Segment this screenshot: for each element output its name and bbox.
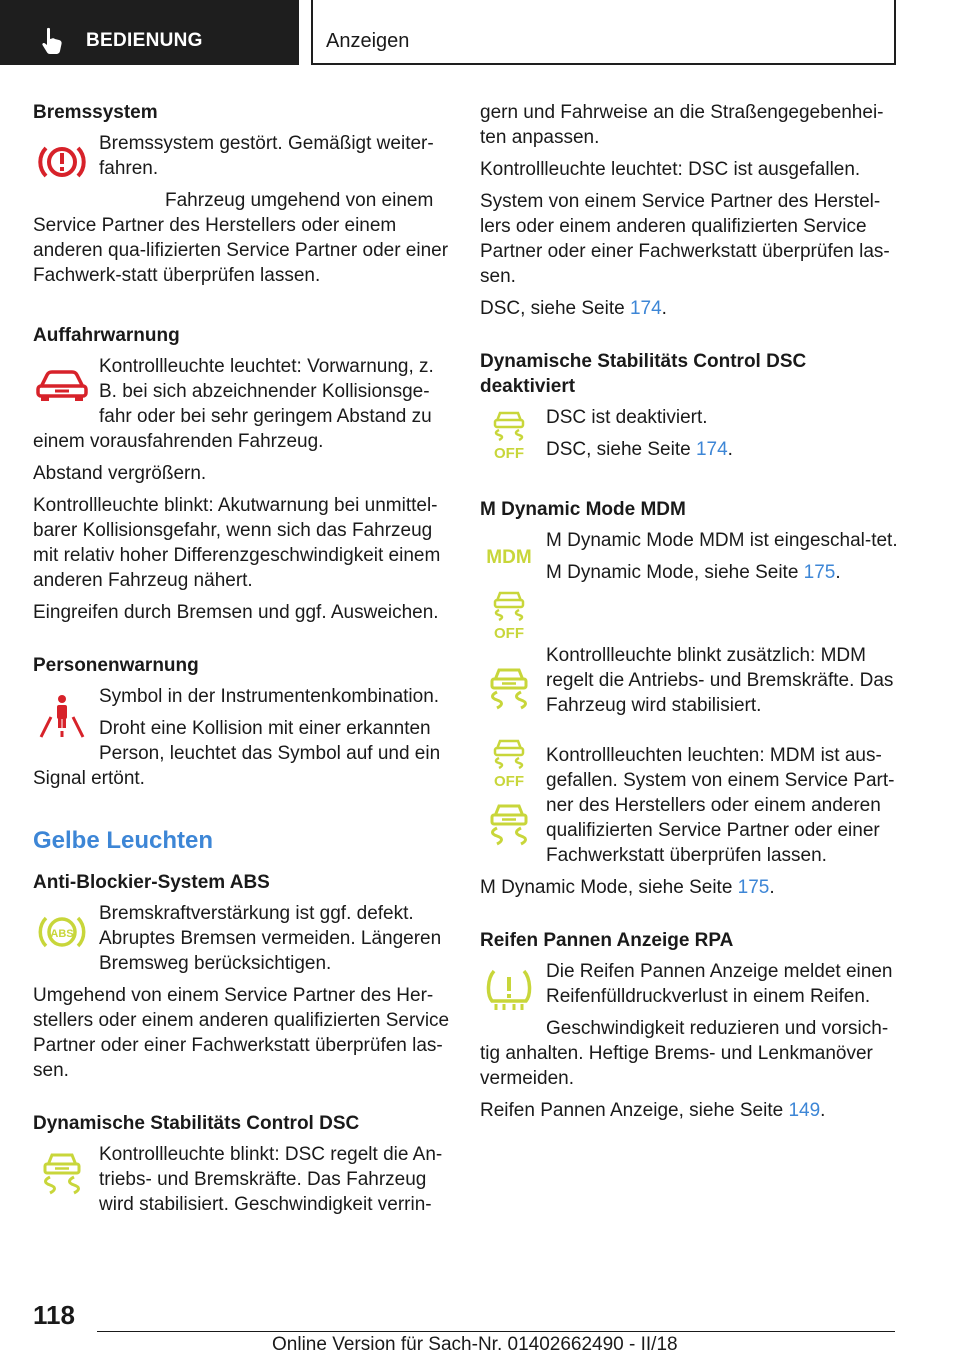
rpa-text-2: Geschwindigkeit reduzieren und vorsich-tig anhalten. Heftige Brems- und Lenkmanöver vermeiden. xyxy=(480,1018,889,1089)
mdm-icons-1 xyxy=(480,528,538,856)
mdm-page-link[interactable]: 175 xyxy=(803,562,836,583)
car-collision-icon xyxy=(33,358,91,412)
dsc-page-link[interactable]: 174 xyxy=(629,298,662,319)
mdm-text-wrap xyxy=(546,528,900,875)
svg-text:OFF: OFF xyxy=(494,773,524,790)
dsc-off-icon-2 xyxy=(480,588,538,644)
dsc-cont-text-2: Kontrollleuchte leuchtet: DSC ist ausgefallen. xyxy=(480,159,861,180)
brake-text-2: Fahrzeug umgehend von einem Service Partner des Herstellers oder einem anderen qua-lifizierten Service Partner oder einer Fachwerk-statt überprüfen lassen. xyxy=(33,190,449,286)
dsc-off-page-link[interactable]: 174 xyxy=(695,439,728,460)
brake-warning-icon xyxy=(33,135,91,189)
mdm-ref: M Dynamic Mode, siehe Seite 175. xyxy=(546,562,841,583)
mdm-ref-2: M Dynamic Mode, siehe Seite 175. xyxy=(480,877,775,898)
right-column xyxy=(480,100,900,1130)
left-column xyxy=(33,100,453,1224)
dsc-off-section xyxy=(480,349,900,469)
mdm-title: M Dynamic Mode MDM xyxy=(480,499,686,520)
mdm-icon xyxy=(480,528,538,584)
footer-divider xyxy=(97,1331,895,1332)
collision-text-4: Eingreifen durch Bremsen und ggf. Ausweichen. xyxy=(33,602,439,623)
abs-section xyxy=(33,870,453,1083)
rpa-ref: Reifen Pannen Anzeige, siehe Seite 149. xyxy=(480,1100,826,1121)
subsection-title: Anzeigen xyxy=(326,30,410,52)
rpa-page-link[interactable]: 149 xyxy=(788,1100,821,1121)
dsc-continued xyxy=(480,100,900,321)
dsc-cont-ref: DSC, siehe Seite 174. xyxy=(480,298,667,319)
svg-text:OFF: OFF xyxy=(494,445,524,462)
dsc-title: Dynamische Stabilitäts Control DSC xyxy=(33,1113,360,1134)
svg-text:OFF: OFF xyxy=(494,625,524,642)
dsc-cont-text-3: System von einem Service Partner des Herstel-lers oder einem anderen qualifizierten Service Partner oder einer Fachwerkstatt überprüfen las-sen. xyxy=(480,191,890,287)
person-title: Personenwarnung xyxy=(33,655,199,676)
section-tab xyxy=(0,0,299,65)
brake-section xyxy=(33,100,453,295)
dsc-text-1: Kontrollleuchte blinkt: DSC regelt die An-triebs- und Bremskräfte. Das Fahrzeug wird stabilisiert. Geschwindigkeit verrin- xyxy=(99,1144,443,1215)
mdm-page-link-2[interactable]: 175 xyxy=(737,877,770,898)
abs-icon xyxy=(33,905,91,959)
mdm-text-2: Kontrollleuchte blinkt zusätzlich: MDM regelt die Antriebs- und Bremskräfte. Das Fahrzeug wird stabilisiert. xyxy=(546,645,894,716)
tire-pressure-icon xyxy=(480,963,538,1017)
dsc-off-title: Dynamische Stabilitäts Control DSC deaktiviert xyxy=(480,351,807,397)
footer-online-version: Online Version für Sach-Nr. 01402662490 - II/18 xyxy=(272,1334,678,1355)
dsc-skid-icon-3 xyxy=(480,796,538,852)
rpa-title: Reifen Pannen Anzeige RPA xyxy=(480,930,734,951)
brake-title: Bremssystem xyxy=(33,102,158,123)
mdm-section xyxy=(480,497,900,900)
mdm-text-1: M Dynamic Mode MDM ist eingeschal-tet. xyxy=(546,530,898,551)
svg-text:MDM: MDM xyxy=(486,547,532,568)
collision-text-1: Kontrollleuchte leuchtet: Vorwarnung, z. B. bei sich abzeichnender Kollisionsge-fahr oder bei sehr geringem Abstand zu einem vorausfahrenden Fahrzeug. xyxy=(33,356,434,452)
person-section xyxy=(33,653,453,798)
collision-text-3: Kontrollleuchte blinkt: Akutwarnung bei unmittel-barer Kollisionsgefahr, wenn sich das Fahrzeug mit relativ hoher Differenzgeschwindigkeit einem anderen Fahrzeug nähert. xyxy=(33,495,441,591)
page-number: 118 xyxy=(33,1300,75,1330)
dsc-skid-icon xyxy=(33,1146,91,1200)
mdm-text-3: Kontrollleuchten leuchten: MDM ist aus-gefallen. System von einem Service Part-ner des Herstellers oder einem anderen qualifizierten Service Partner oder einer Fachwerkstatt überprüfen lassen. xyxy=(546,745,895,866)
pedestrian-warning-icon xyxy=(33,688,91,742)
section-title: BEDIENUNG xyxy=(86,30,203,51)
person-text-2: Droht eine Kollision mit einer erkannten Person, leuchtet das Symbol auf und ein Signal ertönt. xyxy=(33,718,441,789)
collision-section xyxy=(33,323,453,625)
abs-icon-label: ABS xyxy=(50,928,74,940)
brake-text-1: Bremssystem gestört. Gemäßigt weiter-fahren. xyxy=(99,133,434,179)
dsc-off-icon-3 xyxy=(480,736,538,792)
abs-text-1: Bremskraftverstärkung ist ggf. defekt. Abruptes Bremsen vermeiden. Längeren Bremsweg berücksichtigen. xyxy=(99,903,442,974)
person-text-1: Symbol in der Instrumentenkombination. xyxy=(99,686,440,707)
dsc-off-ref: DSC, siehe Seite 174. xyxy=(546,439,733,460)
dsc-off-text-1: DSC ist deaktiviert. xyxy=(546,407,708,428)
collision-title: Auffahrwarnung xyxy=(33,325,180,346)
dsc-section xyxy=(33,1111,453,1217)
dsc-off-icon xyxy=(480,409,538,463)
yellow-lights-heading: Gelbe Leuchten xyxy=(33,827,214,854)
abs-text-2: Umgehend von einem Service Partner des Her-stellers oder einem anderen qualifizierten Service Partner oder einer Fachwerkstatt überprüfen las-sen. xyxy=(33,985,450,1081)
rpa-text-1: Die Reifen Pannen Anzeige meldet einen Reifenfülldruckverlust in einem Reifen. xyxy=(546,961,893,1007)
rpa-section xyxy=(480,928,900,1123)
collision-text-2: Abstand vergrößern. xyxy=(33,463,207,484)
abs-title: Anti-Blockier-System ABS xyxy=(33,872,270,893)
dsc-skid-icon-2 xyxy=(480,660,538,716)
hand-pointer-icon xyxy=(40,27,64,55)
dsc-cont-text-1: gern und Fahrweise an die Straßengegebenhei-ten anpassen. xyxy=(480,102,884,148)
